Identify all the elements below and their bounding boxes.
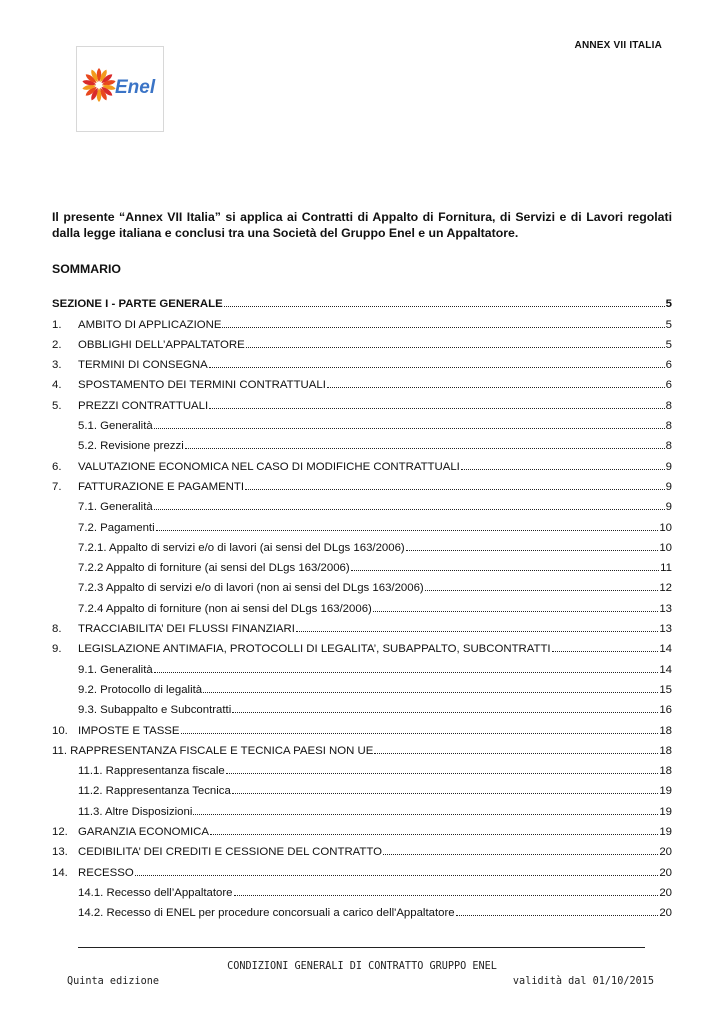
- toc-entry[interactable]: [52, 554, 672, 574]
- toc-entry[interactable]: [52, 879, 672, 899]
- toc-entry-title: 11.2. Rappresentanza Tecnica: [78, 785, 231, 798]
- enel-logo: [76, 46, 164, 132]
- toc-entry-title: CEDIBILITA’ DEI CREDITI E CESSIONE DEL CONTRATTO: [78, 846, 383, 859]
- toc-dot-leader: [383, 848, 658, 855]
- toc-entry-title: 7.2.2 Appalto di forniture (ai sensi del DLgs 163/2006): [78, 562, 350, 575]
- toc-entry[interactable]: [52, 696, 672, 716]
- toc-entry[interactable]: [52, 432, 672, 452]
- toc-entry-title: IMPOSTE E TASSE: [78, 724, 180, 737]
- sommario-heading: SOMMARIO: [52, 262, 121, 276]
- toc-page-number: 19: [659, 826, 672, 839]
- footer-edition: Quinta edizione: [67, 976, 160, 987]
- footer-divider: [78, 947, 645, 948]
- toc-entry-title: 7.2.1. Appalto di servizi e/o di lavori (ai sensi del DLgs 163/2006): [78, 541, 405, 554]
- toc-page-number: 8: [665, 440, 672, 453]
- toc-entry[interactable]: [52, 351, 672, 371]
- toc-dot-leader: [232, 787, 659, 794]
- toc-entry[interactable]: [52, 391, 672, 411]
- toc-entry[interactable]: [52, 574, 672, 594]
- toc-dot-leader: [135, 869, 659, 876]
- annex-label: ANNEX VII ITALIA: [574, 40, 662, 51]
- toc-page-number: 13: [659, 602, 672, 615]
- toc-entry[interactable]: [52, 797, 672, 817]
- toc-entry-number: 13.: [52, 846, 68, 859]
- toc-entry[interactable]: [52, 655, 672, 675]
- toc-page-number: 18: [659, 724, 672, 737]
- toc-dot-leader: [154, 422, 665, 429]
- toc-dot-leader: [245, 483, 665, 490]
- toc-page-number: 12: [659, 582, 672, 595]
- toc-entry-title: 14.1. Recesso dell’Appaltatore: [78, 886, 233, 899]
- toc-entry-number: 8.: [52, 623, 62, 636]
- toc-entry[interactable]: [52, 838, 672, 858]
- toc-entry-number: 1.: [52, 318, 62, 331]
- toc-entry[interactable]: [52, 513, 672, 533]
- toc-page-number: 6: [665, 359, 672, 372]
- toc-entry[interactable]: [52, 371, 672, 391]
- toc-entry-title: PREZZI CONTRATTUALI: [78, 399, 209, 412]
- toc-page-number: 10: [659, 541, 672, 554]
- toc-entry-title: 7.1. Generalità: [78, 501, 153, 514]
- toc-page-number: 5: [665, 338, 672, 351]
- toc-entry[interactable]: [52, 310, 672, 330]
- toc-entry[interactable]: [52, 615, 672, 635]
- toc-page-number: 19: [659, 785, 672, 798]
- toc-page-number: 20: [659, 907, 672, 920]
- toc-page-number: 9: [665, 501, 672, 514]
- toc-entry-title: 14.2. Recesso di ENEL per procedure concorsuali a carico dell'Appaltatore: [78, 907, 455, 920]
- toc-dot-leader: [154, 503, 665, 510]
- toc-dot-leader: [224, 300, 665, 307]
- toc-entry-title: 7.2.3 Appalto di servizi e/o di lavori (non ai sensi del DLgs 163/2006): [78, 582, 424, 595]
- toc-entry-title: RECESSO: [78, 866, 134, 879]
- toc-entry[interactable]: [52, 757, 672, 777]
- toc-dot-leader: [154, 666, 659, 673]
- toc-entry[interactable]: [52, 858, 672, 878]
- toc-entry[interactable]: [52, 737, 672, 757]
- toc-dot-leader: [351, 564, 660, 571]
- toc-entry-title: 5.1. Generalità: [78, 420, 153, 433]
- toc-page-number: 9: [665, 480, 672, 493]
- toc-page-number: 13: [659, 623, 672, 636]
- toc-entry-title: 11. RAPPRESENTANZA FISCALE E TECNICA PAESI NON UE: [52, 744, 374, 757]
- toc-page-number: 15: [659, 683, 672, 696]
- toc-dot-leader: [406, 544, 659, 551]
- toc-entry-number: 12.: [52, 826, 68, 839]
- toc-entry[interactable]: [52, 473, 672, 493]
- toc-page-number: 5: [665, 298, 672, 311]
- toc-dot-leader: [552, 645, 659, 652]
- toc-entry[interactable]: [52, 716, 672, 736]
- toc-entry-title: SPOSTAMENTO DEI TERMINI CONTRATTUALI: [78, 379, 326, 392]
- table-of-contents: [52, 290, 672, 919]
- toc-entry-title: GARANZIA ECONOMICA: [78, 826, 210, 839]
- toc-entry-number: 9.: [52, 643, 62, 656]
- toc-page-number: 14: [659, 663, 672, 676]
- toc-page-number: 6: [665, 379, 672, 392]
- footer-title: CONDIZIONI GENERALI DI CONTRATTO GRUPPO ENEL: [227, 961, 497, 972]
- toc-entry-number: 7.: [52, 480, 62, 493]
- toc-entry-number: 4.: [52, 379, 62, 392]
- toc-entry[interactable]: [52, 290, 672, 310]
- toc-entry[interactable]: [52, 899, 672, 919]
- toc-dot-leader: [373, 605, 659, 612]
- toc-entry-title: 7.2.4 Appalto di forniture (non ai sensi del DLgs 163/2006): [78, 602, 372, 615]
- toc-dot-leader: [296, 625, 658, 632]
- toc-entry-title: TRACCIABILITA’ DEI FLUSSI FINANZIARI: [78, 623, 295, 636]
- toc-entry[interactable]: [52, 818, 672, 838]
- toc-entry-number: 3.: [52, 359, 62, 372]
- toc-dot-leader: [203, 686, 658, 693]
- toc-entry-title: 9.1. Generalità: [78, 663, 153, 676]
- toc-entry-title: 9.2. Protocollo di legalità: [78, 683, 203, 696]
- toc-entry[interactable]: [52, 635, 672, 655]
- toc-entry[interactable]: [52, 412, 672, 432]
- toc-entry-number: 6.: [52, 460, 62, 473]
- toc-page-number: 16: [659, 704, 672, 717]
- toc-entry-number: 10.: [52, 724, 68, 737]
- toc-entry-title: 5.2. Revisione prezzi: [78, 440, 184, 453]
- toc-dot-leader: [461, 463, 665, 470]
- toc-dot-leader: [209, 402, 665, 409]
- toc-entry[interactable]: [52, 594, 672, 614]
- toc-dot-leader: [181, 727, 659, 734]
- toc-dot-leader: [456, 909, 659, 916]
- toc-page-number: 20: [659, 846, 672, 859]
- toc-entry-title: OBBLIGHI DELL’APPALTATORE: [78, 338, 245, 351]
- toc-entry-title: AMBITO DI APPLICAZIONE: [78, 318, 222, 331]
- toc-entry[interactable]: [52, 777, 672, 797]
- toc-dot-leader: [246, 341, 665, 348]
- toc-entry-number: 14.: [52, 866, 68, 879]
- toc-page-number: 8: [665, 420, 672, 433]
- toc-entry-title: 9.3. Subappalto e Subcontratti: [78, 704, 232, 717]
- toc-entry[interactable]: [52, 534, 672, 554]
- intro-paragraph: Il presente “Annex VII Italia” si applica ai Contratti di Appalto di Fornitura, di Servizi e di Lavori regolati dalla legge italiana e conclusi tra una Società del Gruppo Enel e un Appaltatore.: [52, 210, 672, 240]
- toc-page-number: 20: [659, 866, 672, 879]
- toc-entry-number: 5.: [52, 399, 62, 412]
- footer-validity: validità dal 01/10/2015: [512, 976, 654, 987]
- toc-dot-leader: [374, 747, 658, 754]
- enel-logo-text: Enel: [115, 77, 156, 98]
- toc-page-number: 10: [659, 521, 672, 534]
- toc-entry-title: LEGISLAZIONE ANTIMAFIA, PROTOCOLLI DI LEGALITA’, SUBAPPALTO, SUBCONTRATTI: [78, 643, 551, 656]
- toc-entry-title: TERMINI DI CONSEGNA: [78, 359, 208, 372]
- toc-entry[interactable]: [52, 493, 672, 513]
- toc-entry-title: 11.1. Rappresentanza fiscale: [78, 765, 225, 778]
- toc-page-number: 18: [659, 744, 672, 757]
- toc-page-number: 18: [659, 765, 672, 778]
- toc-entry-title: 7.2. Pagamenti: [78, 521, 155, 534]
- toc-page-number: 9: [665, 460, 672, 473]
- toc-dot-leader: [209, 361, 665, 368]
- toc-dot-leader: [234, 889, 659, 896]
- toc-entry[interactable]: [52, 452, 672, 472]
- toc-entry-title: SEZIONE I - PARTE GENERALE: [52, 298, 223, 311]
- toc-dot-leader: [232, 706, 658, 713]
- toc-entry-number: 2.: [52, 338, 62, 351]
- toc-page-number: 20: [659, 886, 672, 899]
- toc-dot-leader: [210, 828, 658, 835]
- toc-entry[interactable]: [52, 676, 672, 696]
- toc-entry[interactable]: [52, 331, 672, 351]
- toc-dot-leader: [327, 381, 665, 388]
- toc-dot-leader: [156, 524, 659, 531]
- toc-dot-leader: [185, 442, 665, 449]
- toc-entry-title: VALUTAZIONE ECONOMICA NEL CASO DI MODIFICHE CONTRATTUALI: [78, 460, 460, 473]
- toc-dot-leader: [226, 767, 659, 774]
- toc-page-number: 11: [660, 562, 672, 575]
- toc-page-number: 5: [665, 318, 672, 331]
- toc-entry-title: FATTURAZIONE E PAGAMENTI: [78, 480, 245, 493]
- toc-dot-leader: [222, 321, 664, 328]
- toc-entry-title: 11.3. Altre Disposizioni: [78, 805, 193, 818]
- toc-page-number: 14: [659, 643, 672, 656]
- toc-dot-leader: [193, 808, 658, 815]
- enel-logo-icon: [77, 47, 165, 133]
- toc-dot-leader: [425, 584, 659, 591]
- toc-page-number: 8: [665, 399, 672, 412]
- toc-page-number: 19: [659, 805, 672, 818]
